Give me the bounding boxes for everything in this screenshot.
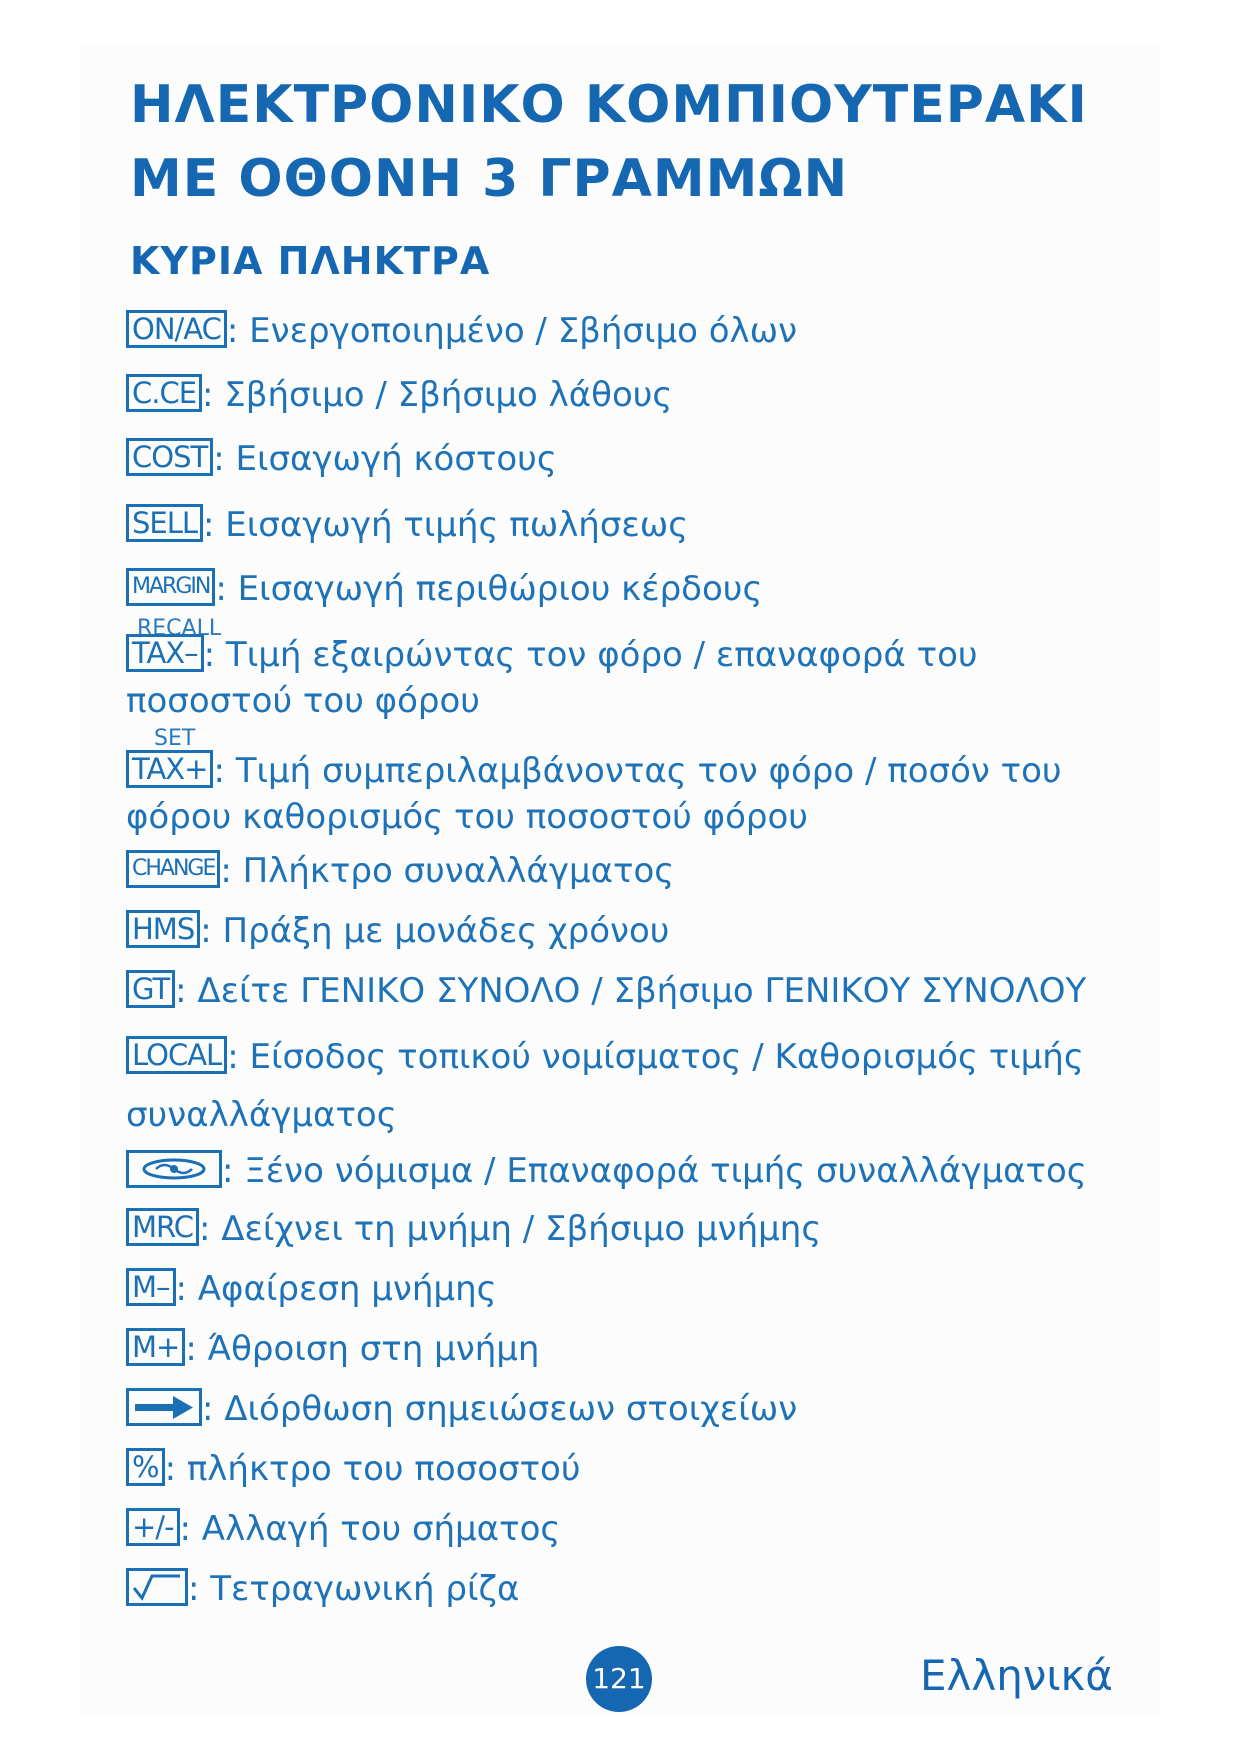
foreign-currency-icon: [126, 1150, 222, 1188]
key-row-percent: [126, 1446, 1156, 1492]
key-description: : Ενεργοποιημένο / Σβήσιμο όλων: [226, 311, 798, 351]
key-row-cost: [126, 436, 1156, 482]
key-on-ac: ON/AC: [126, 310, 227, 348]
key-row-on-ac: [126, 308, 1156, 354]
key-description: : Σβήσιμο / Σβήσιμο λάθους: [202, 375, 673, 415]
key-label-recall: RECALL: [137, 616, 222, 641]
key-description: : Δείχνει τη μνήμη / Σβήσιμο μνήμης: [198, 1209, 822, 1249]
key-plus-minus: +/-: [126, 1508, 180, 1546]
key-description: : Πράξη με μονάδες χρόνου: [200, 911, 670, 951]
key-description: : Ξένο νόμισμα / Επαναφορά τιμής συναλλάγματος: [222, 1151, 1087, 1191]
key-row-sqrt: [126, 1566, 1156, 1612]
key-row-change: [126, 848, 1156, 894]
key-description: : Εισαγωγή κόστους: [213, 439, 557, 479]
key-row-m-plus: [126, 1326, 1156, 1372]
key-description: : Εισαγωγή τιμής πωλήσεως: [203, 505, 689, 545]
key-label-set: SET: [154, 726, 196, 751]
key-description: : Αλλαγή του σήματος: [179, 1509, 561, 1549]
key-row-m-minus: [126, 1266, 1156, 1312]
key-tax-plus: TAX+: [126, 750, 213, 788]
key-mrc: MRC: [126, 1208, 199, 1246]
square-root-icon: [126, 1568, 188, 1606]
key-description-continued: φόρου καθορισμός του ποσοστού φόρου: [126, 797, 808, 837]
key-row-tax-plus: [126, 748, 1156, 840]
key-row-sell: [126, 502, 1156, 548]
key-row-sign: [126, 1506, 1156, 1552]
key-row-tax-minus: [126, 632, 1156, 724]
key-description: : Πλήκτρο συναλλάγματος: [220, 851, 675, 891]
right-arrow-icon: [126, 1388, 202, 1426]
key-m-minus: M–: [126, 1268, 176, 1306]
key-row-cce: [126, 372, 1156, 418]
key-description: : Τετραγωνική ρίζα: [188, 1569, 520, 1609]
key-description: : πλήκτρο του ποσοστού: [164, 1449, 581, 1489]
key-m-plus: M+: [126, 1328, 185, 1366]
key-sell: SELL: [126, 504, 203, 542]
key-tax-minus: TAX–: [126, 634, 204, 672]
key-row-gt: [126, 968, 1156, 1014]
key-hms: HMS: [126, 910, 200, 948]
page-number: 121: [586, 1646, 652, 1712]
key-row-foreign-currency: [126, 1148, 1156, 1194]
key-row-arrow: [126, 1386, 1156, 1432]
key-row-mrc: [126, 1206, 1156, 1252]
key-description: : Διόρθωση σημειώσεων στοιχείων: [202, 1389, 798, 1429]
key-row-margin: [126, 566, 1156, 612]
key-description-continued: συναλλάγματος: [126, 1095, 397, 1135]
key-row-hms: [126, 908, 1156, 954]
key-description: : Αφαίρεση μνήμης: [175, 1269, 497, 1309]
key-description: : Δείτε ΓΕΝΙΚΟ ΣΥΝΟΛΟ / Σβήσιμο ΓΕΝΙΚΟΥ ΣΥΝΟΛΟΥ: [175, 971, 1087, 1011]
key-cost: COST: [126, 438, 213, 476]
title-line-1: ΗΛΕΚΤΡΟΝΙΚΟ ΚΟΜΠΙΟΥΤΕΡΑΚΙ: [130, 75, 1088, 135]
section-heading: ΚΥΡΙΑ ΠΛΗΚΤΡΑ: [130, 239, 491, 283]
key-description: : Άθροιση στη μνήμη: [185, 1329, 540, 1369]
key-local: LOCAL: [126, 1036, 227, 1074]
title-line-2: ΜΕ ΟΘΟΝΗ 3 ΓΡΑΜΜΩΝ: [130, 149, 849, 209]
language-label: Ελληνικά: [920, 1651, 1113, 1700]
key-description: : Εισαγωγή περιθώριου κέρδους: [215, 569, 763, 609]
key-row-local: [126, 1028, 1156, 1144]
key-percent: %: [126, 1448, 165, 1486]
key-description: : Τιμή εξαιρώντας τον φόρο / επαναφορά του: [203, 635, 978, 675]
key-cce: C.CE: [126, 374, 202, 412]
key-gt: GT: [126, 970, 175, 1008]
key-description: : Είσοδος τοπικού νομίσματος / Καθορισμός τιμής: [227, 1037, 1084, 1077]
page-title: [130, 68, 1088, 216]
key-description: : Τιμή συμπεριλαμβάνοντας τον φόρο / ποσόν του: [213, 751, 1062, 791]
key-description-continued: ποσοστού του φόρου: [126, 681, 480, 721]
key-margin: MARGIN: [126, 568, 215, 606]
key-change: CHANGE: [126, 850, 220, 888]
